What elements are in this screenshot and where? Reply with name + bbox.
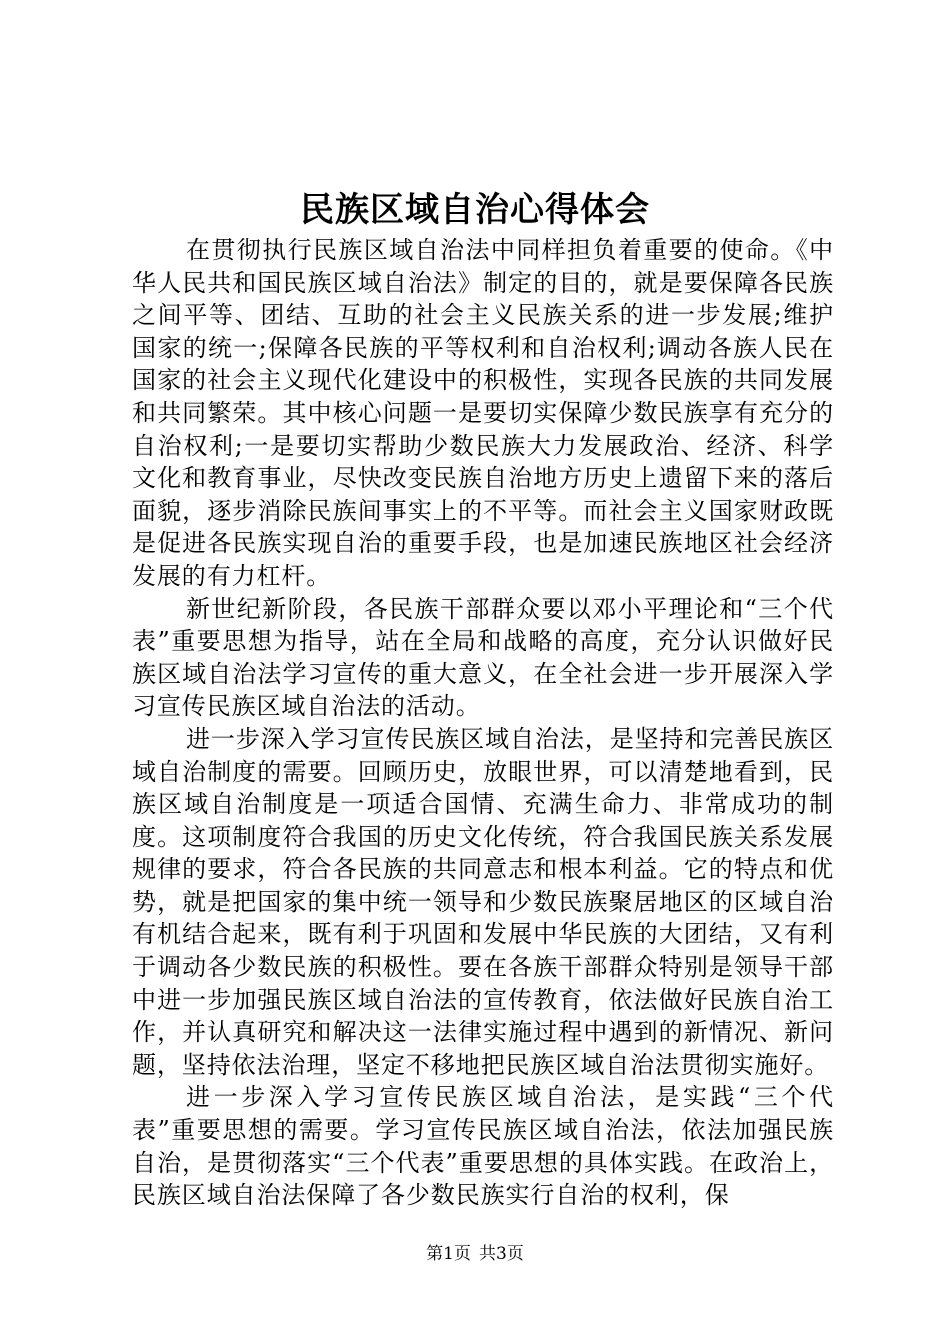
document-title: 民族区域自治心得体会: [300, 190, 650, 230]
page-number: 第1页: [426, 1244, 471, 1264]
paragraph-3: 进一步深入学习宣传民族区域自治法，是坚持和完善民族区域自治制度的需要。回顾历史，放眼世界，可以清楚地看到，民族区域自治制度是一项适合国情、充满生命力、非常成功的制度。这项制度符合我国的历史文化传统，符合我国民族关系发展规律的要求，符合各民族的共同意志和根本利益。它的特点和优势，就是把国家的集中统一领导和少数民族聚居地区的区域自治有机结合起来，既有利于巩固和发展中华民族的大团结，又有利于调动各少数民族的积极性。要在各族干部群众特别是领导干部中进一步加强民族区域自治法的宣传教育，依法做好民族自治工作，并认真研究和解决这一法律实施过程中遇到的新情况、新问题，坚持依法治理，坚定不移地把民族区域自治法贯彻实施好。: [132, 724, 834, 1079]
page-footer: [0, 1242, 950, 1266]
document-body: [132, 234, 834, 1212]
paragraph-2: 新世纪新阶段，各民族干部群众要以邓小平理论和“三个代表”重要思想为指导，站在全局和战略的高度，充分认识做好民族区域自治法学习宣传的重大意义，在全社会进一步开展深入学习宣传民族区域自治法的活动。: [132, 594, 834, 721]
paragraph-1: 在贯彻执行民族区域自治法中同样担负着重要的使命。《中华人民共和国民族区域自治法》制定的目的，就是要保障各民族之间平等、团结、互助的社会主义民族关系的进一步发展;维护国家的统一;保障各民族的平等权利和自治权利;调动各族人民在国家的社会主义现代化建设中的积极性，实现各民族的共同发展和共同繁荣。其中核心问题一是要切实保障少数民族享有充分的自治权利;一是要切实帮助少数民族大力发展政治、经济、科学文化和教育事业，尽快改变民族自治地方历史上遗留下来的落后面貌，逐步消除民族间事实上的不平等。而社会主义国家财政既是促进各民族实现自治的重要手段，也是加速民族地区社会经济发展的有力杠杆。: [132, 236, 834, 590]
paragraph-4: 进一步深入学习宣传民族区域自治法，是实践“三个代表”重要思想的需要。学习宣传民族区域自治法，依法加强民族自治，是贯彻落实“三个代表”重要思想的具体实践。在政治上，民族区域自治法保障了各少数民族实行自治的权利，保: [132, 1083, 834, 1210]
page-total: 共3页: [479, 1244, 524, 1264]
